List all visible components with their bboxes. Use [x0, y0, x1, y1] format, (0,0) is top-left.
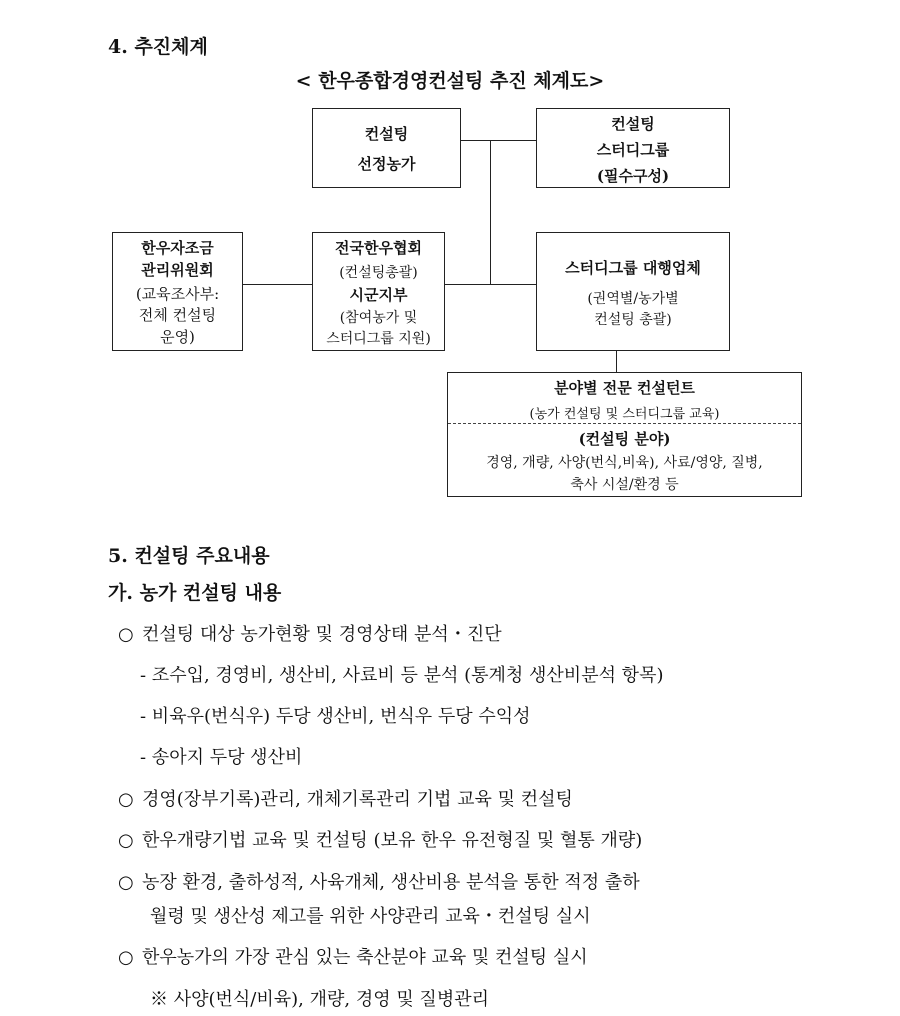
- box-assoc-line3: 시군지부: [349, 286, 408, 304]
- box-experts-fields-line2: 축사 시설/환경 등: [570, 477, 679, 493]
- note-line: ※ 사양(번식/비육), 개량, 경영 및 질병관리: [150, 989, 489, 1010]
- section-5-subheading: 가. 농가 컨설팅 내용: [108, 582, 282, 604]
- box-committee-line3: (교육조사부:: [135, 285, 220, 303]
- connector-line: [444, 284, 536, 285]
- box-agency-line2: (권역별/농가별: [587, 291, 679, 307]
- connector-line: [460, 140, 536, 141]
- box-experts-field-label: (컨설팅 분야): [578, 430, 671, 448]
- list-subitem: - 송아지 두당 생산비: [140, 747, 303, 768]
- diagram-title: < 한우종합경영컨설팅 추진 체계도>: [295, 70, 605, 92]
- list-item: ○ 한우개량기법 교육 및 컨설팅 (보유 한우 유전형질 및 혈통 개량): [118, 830, 643, 851]
- box-farm-line1: 컨설팅: [364, 125, 409, 143]
- connector-line: [490, 140, 491, 284]
- bullet-circle-icon: ○: [118, 624, 134, 645]
- section-5-heading: 5. 컨설팅 주요내용: [108, 545, 270, 567]
- list-item: ○ 경영(장부기록)관리, 개체기록관리 기법 교육 및 컨설팅: [118, 789, 573, 810]
- list-subitem: - 조수입, 경영비, 생산비, 사료비 등 분석 (통계청 생산비분석 항목): [140, 665, 664, 686]
- box-group-line3: (필수구성): [596, 167, 670, 185]
- box-experts-subtitle: (농가 컨설팅 및 스터디그룹 교육): [529, 407, 720, 422]
- box-committee-line2: 관리위원회: [141, 261, 214, 279]
- connector-line: [243, 284, 313, 285]
- box-experts-fields-line1: 경영, 개량, 사양(번식,비육), 사료/영양, 질병,: [486, 455, 763, 471]
- box-assoc-line5: 스터디그룹 지원): [326, 331, 431, 347]
- dashed-divider: [448, 423, 801, 424]
- box-korean-cattle-association: [312, 232, 445, 351]
- box-assoc-line4: (참여농가 및: [339, 310, 418, 326]
- box-assoc-line1: 전국한우협회: [335, 239, 422, 257]
- box-group-line1: 컨설팅: [611, 115, 655, 133]
- list-item: ○ 농장 환경, 출하성적, 사육개체, 생산비용 분석을 통한 적정 출하: [118, 872, 640, 893]
- connector-line: [616, 350, 617, 372]
- box-study-group: [536, 108, 730, 188]
- list-item: ○ 한우농가의 가장 관심 있는 축산분야 교육 및 컨설팅 실시: [118, 947, 588, 968]
- box-agency-line3: 컨설팅 총괄): [594, 312, 672, 328]
- box-study-group-agency: [536, 232, 730, 351]
- box-committee-line4: 전체 컨설팅: [138, 306, 217, 324]
- bullet-circle-icon: ○: [118, 872, 134, 893]
- section-4-heading: 4. 추진체계: [108, 36, 208, 58]
- box-management-committee: [112, 232, 243, 351]
- box-consulting-farm: [312, 108, 461, 188]
- box-committee-line5: 운영): [160, 328, 195, 346]
- box-agency-line1: 스터디그룹 대행업체: [565, 259, 701, 277]
- list-item-continuation: 월령 및 생산성 제고를 위한 사양관리 교육・컨설팅 실시: [150, 906, 591, 927]
- list-item: ○ 컨설팅 대상 농가현황 및 경영상태 분석・진단: [118, 624, 502, 645]
- box-group-line2: 스터디그룹: [596, 141, 670, 159]
- bullet-circle-icon: ○: [118, 830, 134, 851]
- box-assoc-line2: (컨설팅총괄): [339, 265, 418, 281]
- box-farm-line2: 선정농가: [357, 155, 416, 173]
- bullet-circle-icon: ○: [118, 947, 134, 968]
- box-experts-title: 분야별 전문 컨설턴트: [554, 379, 695, 397]
- bullet-circle-icon: ○: [118, 789, 134, 810]
- box-field-experts: [447, 372, 802, 497]
- list-subitem: - 비육우(번식우) 두당 생산비, 번식우 두당 수익성: [140, 706, 531, 727]
- box-committee-line1: 한우자조금: [141, 239, 214, 257]
